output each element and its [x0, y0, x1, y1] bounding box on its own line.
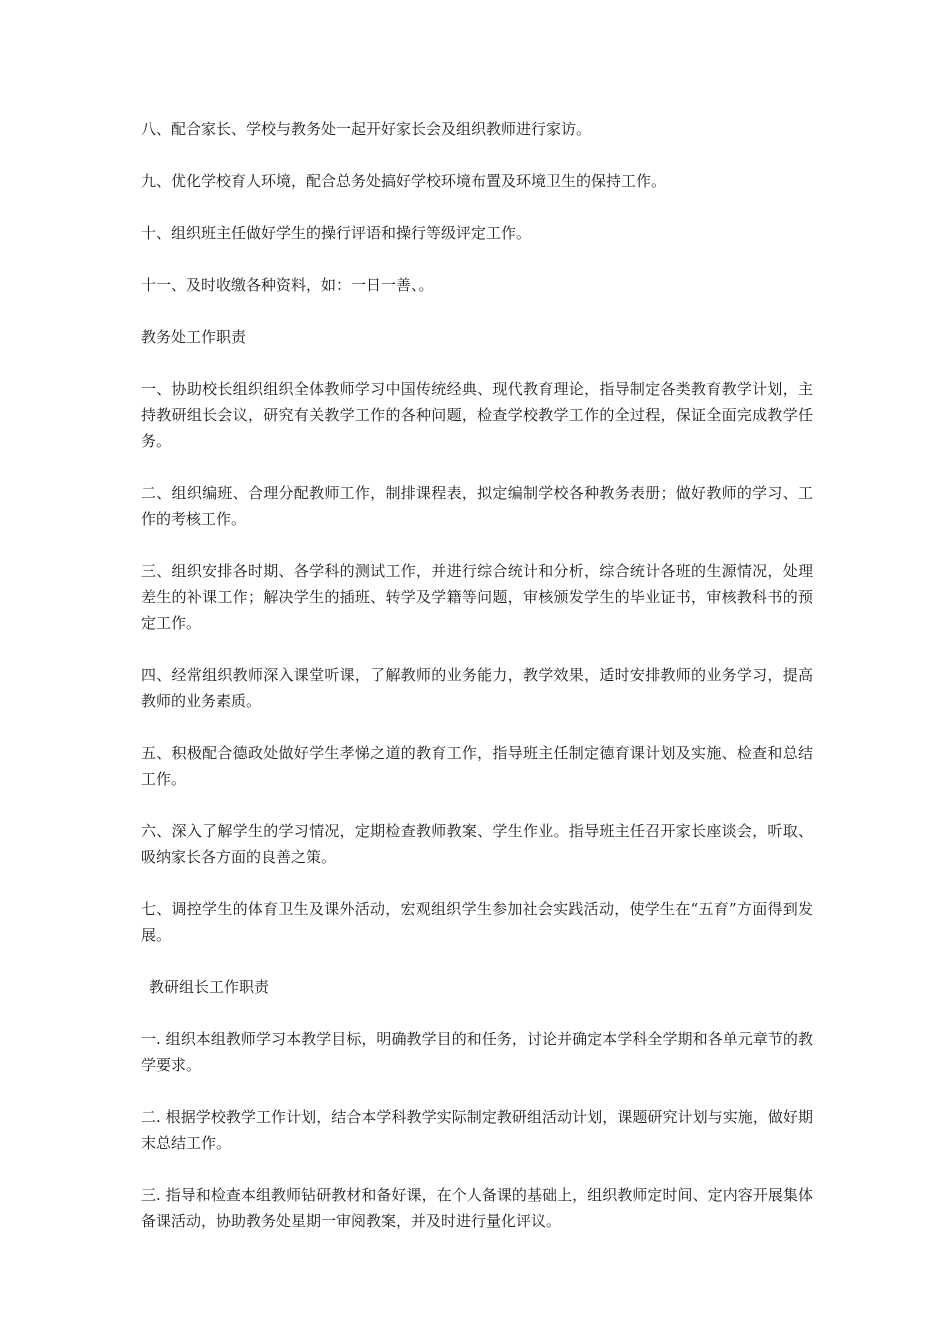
section-heading-teaching-research: 教研组长工作职责 [149, 978, 270, 996]
academic-duty-3: 三、组织安排各时期、各学科的测试工作，并进行综合统计和分析，综合统计各班的生源情况，处理差生的补课工作；解决学生的插班、转学及学籍等问题，审核颁发学生的毕业证书，审核教科书的预定工作。 [141, 562, 813, 632]
research-duty-1: 一. 组织本组教师学习本教学目标，明确教学目的和任务，讨论并确定本学科全学期和各单元章节的教学要求。 [141, 1030, 813, 1074]
academic-duty-4: 四、经常组织教师深入课堂听课，了解教师的业务能力，教学效果，适时安排教师的业务学习，提高教师的业务素质。 [141, 666, 813, 710]
section-heading-academic-affairs: 教务处工作职责 [141, 328, 247, 346]
academic-duty-2: 二、组织编班、合理分配教师工作，制排课程表，拟定编制学校各种教务表册；做好教师的学习、工作的考核工作。 [141, 484, 813, 528]
research-duty-2: 二. 根据学校教学工作计划，结合本学科教学实际制定教研组活动计划，课题研究计划与实施，做好期末总结工作。 [141, 1108, 813, 1152]
paragraph-item-10: 十、组织班主任做好学生的操行评语和操行等级评定工作。 [141, 224, 532, 242]
academic-duty-5: 五、积极配合德政处做好学生孝悌之道的教育工作，指导班主任制定德育课计划及实施、检查和总结工作。 [141, 744, 813, 788]
paragraph-item-9: 九、优化学校育人环境，配合总务处搞好学校环境布置及环境卫生的保持工作。 [141, 172, 667, 190]
document-body [141, 116, 813, 1260]
academic-duty-1: 一、协助校长组织组织全体教师学习中国传统经典、现代教育理论，指导制定各类教育教学计划，主持教研组长会议，研究有关教学工作的各种问题，检查学校教学工作的全过程，保证全面完成教学任务。 [141, 380, 813, 450]
academic-duty-6: 六、深入了解学生的学习情况，定期检查教师教案、学生作业。指导班主任召开家长座谈会，听取、吸纳家长各方面的良善之策。 [141, 822, 813, 866]
paragraph-item-8: 八、配合家长、学校与教务处一起开好家长会及组织教师进行家访。 [141, 120, 592, 138]
research-duty-3: 三. 指导和检查本组教师钻研教材和备好课，在个人备课的基础上，组织教师定时间、定内容开展集体备课活动，协助教务处星期一审阅教案，并及时进行量化评议。 [141, 1186, 813, 1230]
academic-duty-7: 七、调控学生的体育卫生及课外活动，宏观组织学生参加社会实践活动，使学生在“五育”方面得到发展。 [141, 900, 813, 944]
paragraph-item-11: 十一、及时收缴各种资料，如：一日一善、。 [141, 276, 434, 294]
